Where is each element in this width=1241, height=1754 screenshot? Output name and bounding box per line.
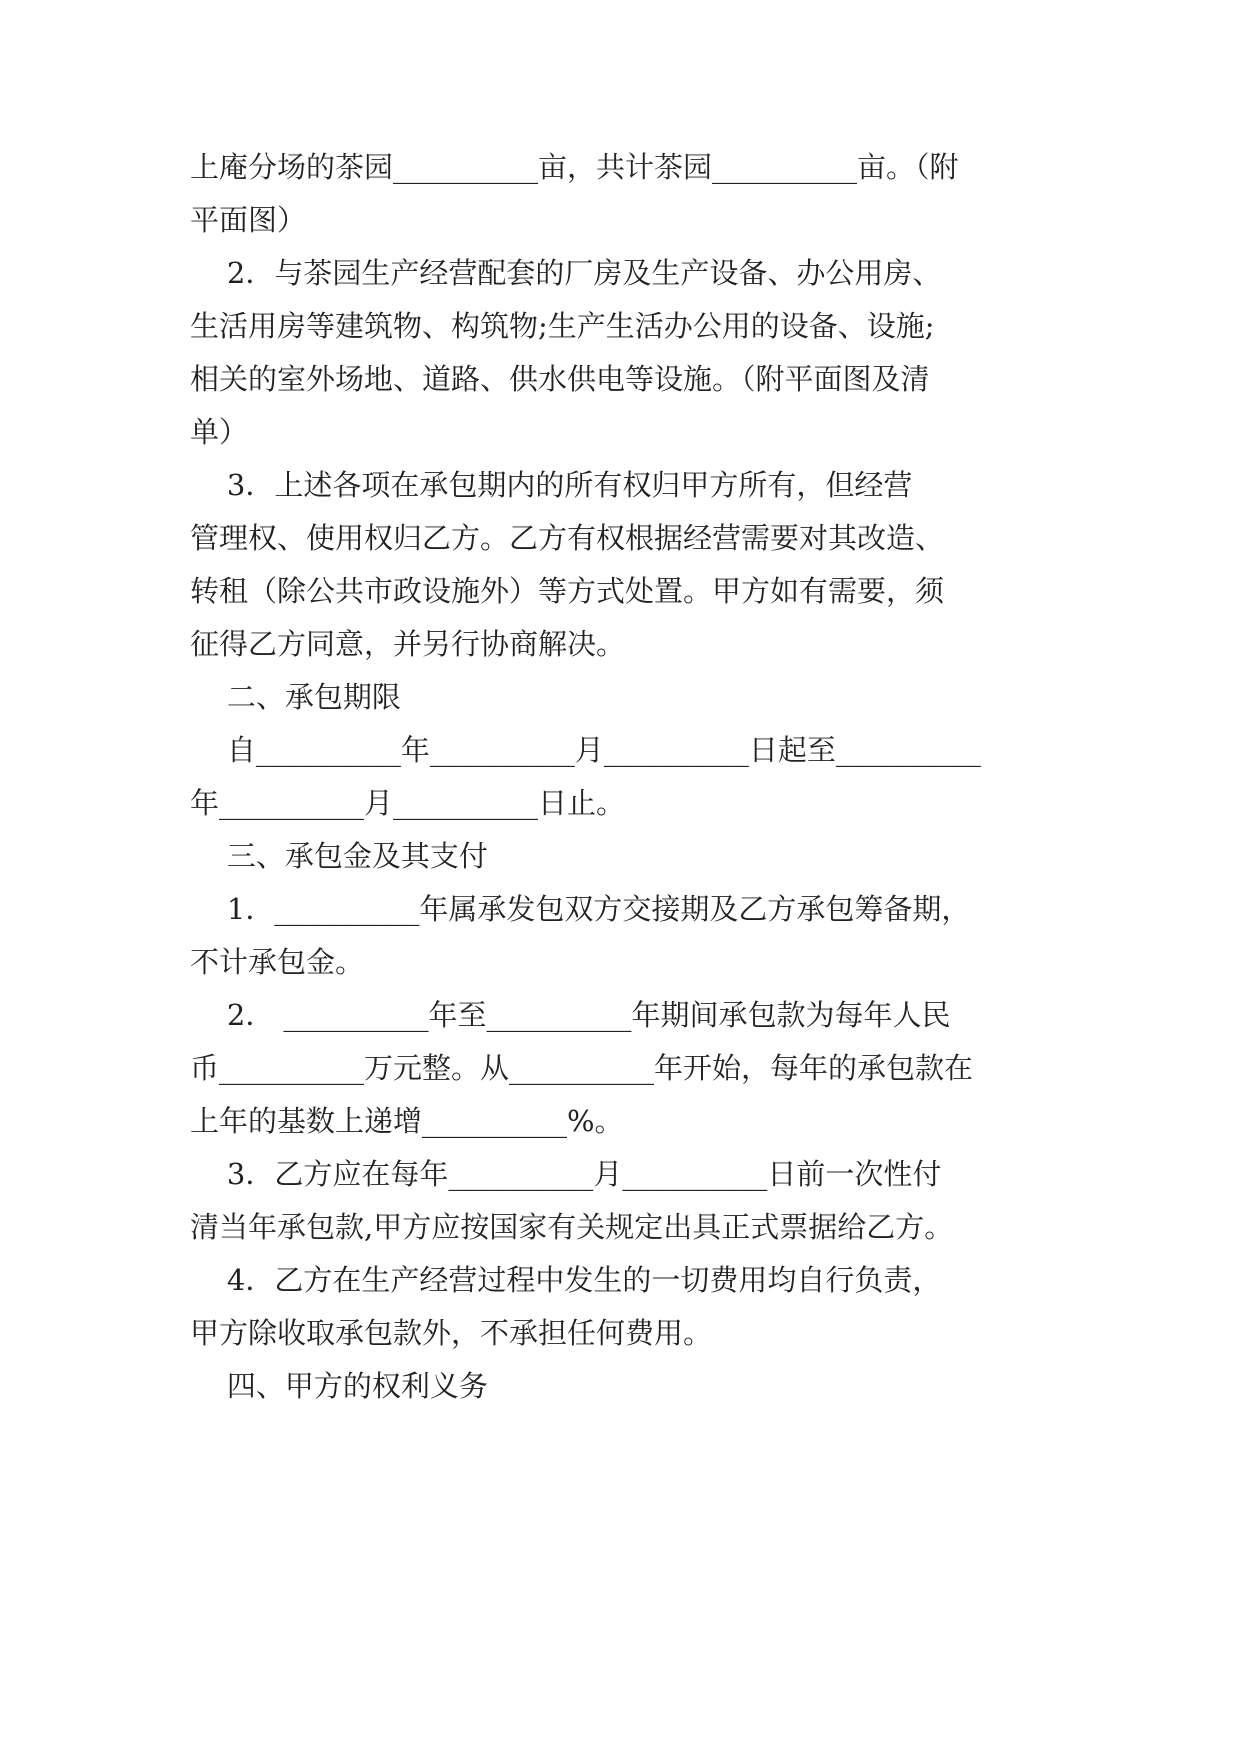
text-line: 管理权、使用权归乙方。乙方有权根据经营需要对其改造、 [190,521,945,555]
text-line: 上庵分场的茶园__________亩，共计茶园__________亩。（附 [190,150,959,184]
text-line: 4．乙方在生产经营过程中发生的一切费用均自行负责， [190,1263,942,1297]
text-line: 2． __________年至__________年期间承包款为每年人民 [190,998,951,1032]
text-line: 单） [190,415,249,449]
text-line: 上年的基数上递增__________%。 [190,1104,624,1138]
text-line: 不计承包金。 [190,945,365,979]
section-heading: 二、承包期限 [190,680,401,714]
text-line: 年__________月__________日止。 [190,786,626,820]
section-heading: 四、甲方的权利义务 [190,1369,488,1403]
text-line: 清当年承包款,甲方应按国家有关规定出具正式票据给乙方。 [190,1210,954,1244]
text-line: 自__________年__________月__________日起至__________ [190,733,981,767]
text-line: 生活用房等建筑物、构筑物;生产生活办公用的设备、设施; [190,309,935,343]
text-line: 币__________万元整。从__________年开始，每年的承包款在 [190,1051,974,1085]
text-line: 平面图） [190,203,307,237]
section-heading: 三、承包金及其支付 [190,839,488,873]
text-line: 转租（除公共市政设施外）等方式处置。甲方如有需要，须 [190,574,945,608]
text-line: 3．乙方应在每年__________月__________日前一次性付 [190,1157,942,1191]
text-line: 3．上述各项在承包期内的所有权归甲方所有，但经营 [190,468,913,502]
text-line: 相关的室外场地、道路、供水供电等设施。（附平面图及清 [190,362,930,396]
text-line: 1．__________年属承发包双方交接期及乙方承包筹备期， [190,892,971,926]
text-line: 2．与茶园生产经营配套的厂房及生产设备、办公用房、 [190,256,942,290]
text-line: 甲方除收取承包款外，不承担任何费用。 [190,1316,713,1350]
text-line: 征得乙方同意，并另行协商解决。 [190,627,626,661]
